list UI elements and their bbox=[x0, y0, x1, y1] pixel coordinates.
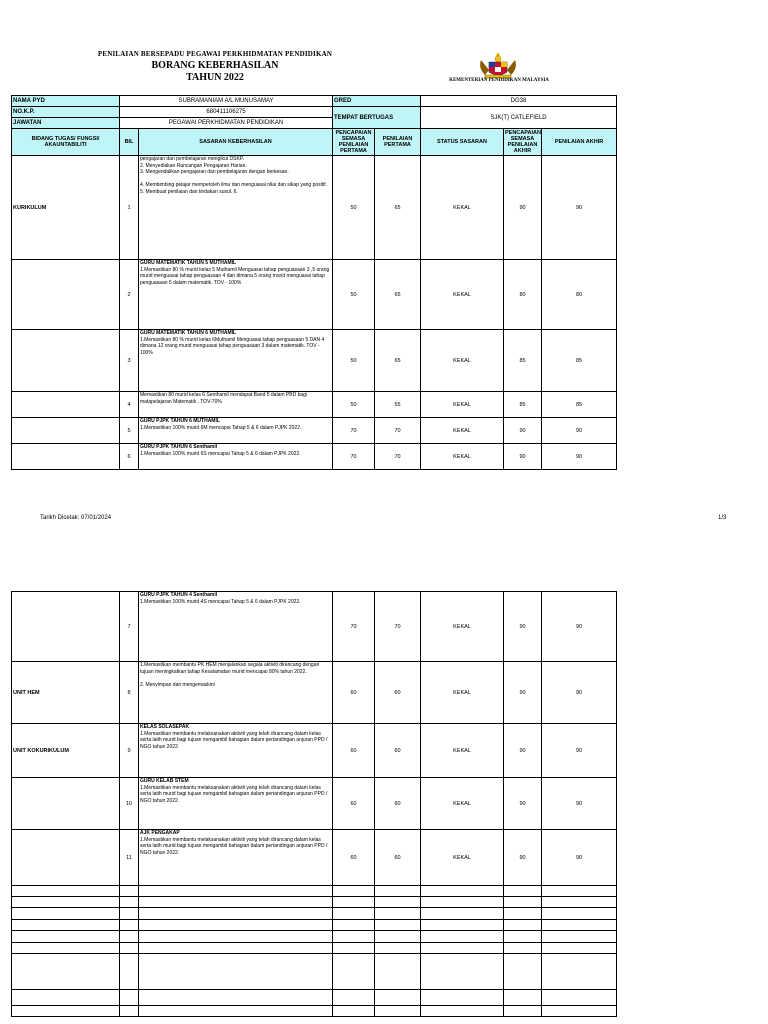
sasaran-cell bbox=[139, 444, 333, 470]
empty-cell bbox=[504, 897, 542, 908]
bidang-cell bbox=[12, 778, 120, 830]
sasaran-title: AJK PENGAKAP bbox=[140, 830, 180, 836]
table-header-row bbox=[12, 129, 617, 156]
empty-cell bbox=[333, 1006, 375, 1017]
penilaian-akhir-cell: 90 bbox=[542, 724, 617, 778]
empty-cell bbox=[421, 920, 504, 931]
sasaran-title: GURU MATEMATIK TAHUN 6 MUTHAMIL bbox=[140, 330, 237, 336]
empty-cell bbox=[542, 954, 617, 990]
sasaran-text: 1.Memastikan 100% murid 4S mencapai Tahap 5 & 6 dalam PJPK 2022. bbox=[140, 598, 301, 605]
bil-cell: 10 bbox=[120, 778, 139, 830]
empty-cell bbox=[139, 1006, 333, 1017]
status-cell: KEKAL bbox=[421, 592, 504, 662]
empty-cell bbox=[375, 1006, 421, 1017]
empty-cell bbox=[333, 990, 375, 1006]
empty-cell bbox=[120, 897, 139, 908]
page-number: 1/3 bbox=[718, 515, 727, 521]
pencapaian-akhir-cell: 85 bbox=[504, 330, 542, 392]
empty-cell bbox=[375, 931, 421, 943]
pencapaian-pertama-cell: 60 bbox=[333, 778, 375, 830]
value-gred: DG38 bbox=[421, 96, 617, 107]
table-row bbox=[12, 418, 617, 444]
penilaian-akhir-cell: 90 bbox=[542, 778, 617, 830]
col-penilaian-akhir: PENILAIAN AKHIR bbox=[542, 129, 617, 156]
empty-cell bbox=[542, 920, 617, 931]
empty-row bbox=[12, 954, 617, 990]
empty-cell bbox=[12, 886, 120, 897]
bil-cell: 3 bbox=[120, 330, 139, 392]
pencapaian-pertama-cell: 70 bbox=[333, 418, 375, 444]
pencapaian-akhir-cell: 90 bbox=[504, 418, 542, 444]
pencapaian-akhir-cell: 85 bbox=[504, 392, 542, 418]
sasaran-text: 2. Menyediakan Rancangan Pengajaran Harian. bbox=[140, 162, 247, 169]
sasaran-cell bbox=[139, 418, 333, 444]
bil-cell: 5 bbox=[120, 418, 139, 444]
penilaian-pertama-cell: 55 bbox=[375, 392, 421, 418]
sasaran-text: 1.Memastikan membantu melaksanakan aktiviti yang telah dirancang dalam kelas serta latih murid bagi tujuan mengambil bahagian dalam pertandingan anjuran PPD / NGO tahun 2022. bbox=[140, 730, 328, 750]
empty-cell bbox=[421, 943, 504, 954]
penilaian-akhir-cell: 90 bbox=[542, 662, 617, 724]
sasaran-cell bbox=[139, 392, 333, 418]
value-tempat: SJK(T) CATLEFIELD bbox=[421, 107, 617, 129]
empty-cell bbox=[504, 931, 542, 943]
bidang-cell bbox=[12, 418, 120, 444]
penilaian-akhir-cell: 80 bbox=[542, 260, 617, 330]
table-row bbox=[12, 662, 617, 724]
empty-row bbox=[12, 931, 617, 943]
pencapaian-akhir-cell: 90 bbox=[504, 778, 542, 830]
sasaran-text: 1.Memastikan membantu melaksanakan aktiviti yang telah dirancang dalam kelas serta latih murid bagi tujuan mengambil bahagian dalam pertandingan anjuran PPD / NGO tahun 2022. bbox=[140, 784, 328, 804]
empty-cell bbox=[504, 1006, 542, 1017]
empty-cell bbox=[333, 931, 375, 943]
evaluation-table-page1 bbox=[11, 95, 617, 470]
col-penilaian-pertama: PENILAIAN PERTAMA bbox=[375, 129, 421, 156]
empty-cell bbox=[504, 920, 542, 931]
empty-cell bbox=[421, 954, 504, 990]
empty-cell bbox=[333, 943, 375, 954]
evaluation-table-page2 bbox=[11, 591, 617, 1017]
table-row bbox=[12, 592, 617, 662]
empty-cell bbox=[12, 897, 120, 908]
empty-cell bbox=[504, 990, 542, 1006]
sasaran-text: 1.Memastikan 100% murid 6M mencapai Tahap 5 & 6 dalam PJPK 2022. bbox=[140, 424, 302, 431]
empty-row bbox=[12, 990, 617, 1006]
empty-cell bbox=[12, 1006, 120, 1017]
bidang-cell bbox=[12, 592, 120, 662]
empty-cell bbox=[504, 908, 542, 920]
table-row bbox=[12, 724, 617, 778]
empty-cell bbox=[333, 897, 375, 908]
sasaran-cell bbox=[139, 724, 333, 778]
status-cell: KEKAL bbox=[421, 418, 504, 444]
status-cell: KEKAL bbox=[421, 260, 504, 330]
sasaran-text bbox=[140, 675, 331, 682]
empty-cell bbox=[333, 908, 375, 920]
bidang-cell bbox=[12, 444, 120, 470]
sasaran-text: 1.Memastikan membantu melaksanakan aktiviti yang telah dirancang dalam kelas serta latih murid bagi tujuan mengambil bahagian dalam pertandingan anjuran PPD / NGO tahun 2022. bbox=[140, 836, 328, 856]
table-row bbox=[12, 260, 617, 330]
col-bidang: BIDANG TUGAS/ FUNGSI/ AKAUNTABILITI bbox=[12, 129, 120, 156]
empty-cell bbox=[375, 954, 421, 990]
empty-cell bbox=[421, 886, 504, 897]
empty-cell bbox=[333, 954, 375, 990]
empty-row bbox=[12, 897, 617, 908]
bil-cell: 6 bbox=[120, 444, 139, 470]
bil-cell: 1 bbox=[120, 156, 139, 260]
empty-cell bbox=[120, 886, 139, 897]
bil-cell: 11 bbox=[120, 830, 139, 886]
sasaran-text bbox=[140, 176, 331, 183]
pencapaian-pertama-cell: 70 bbox=[333, 592, 375, 662]
empty-cell bbox=[504, 954, 542, 990]
empty-cell bbox=[139, 954, 333, 990]
sasaran-cell bbox=[139, 778, 333, 830]
empty-cell bbox=[12, 908, 120, 920]
empty-cell bbox=[12, 931, 120, 943]
empty-cell bbox=[375, 908, 421, 920]
status-cell: KEKAL bbox=[421, 724, 504, 778]
pencapaian-pertama-cell: 60 bbox=[333, 830, 375, 886]
penilaian-pertama-cell: 60 bbox=[375, 830, 421, 886]
pencapaian-akhir-cell: 80 bbox=[504, 260, 542, 330]
sasaran-text: 2. Menyimpan dan mengemaskini bbox=[140, 681, 215, 688]
penilaian-pertama-cell: 65 bbox=[375, 156, 421, 260]
empty-cell bbox=[139, 920, 333, 931]
empty-cell bbox=[139, 943, 333, 954]
sasaran-cell bbox=[139, 156, 333, 260]
empty-cell bbox=[542, 990, 617, 1006]
status-cell: KEKAL bbox=[421, 444, 504, 470]
form-title: BORANG KEBERHASILAN bbox=[151, 60, 279, 71]
empty-cell bbox=[542, 931, 617, 943]
bil-cell: 8 bbox=[120, 662, 139, 724]
pencapaian-akhir-cell: 90 bbox=[504, 830, 542, 886]
ministry-crest-icon bbox=[475, 50, 521, 80]
label-jawatan: JAWATAN bbox=[12, 118, 120, 129]
bil-cell: 4 bbox=[120, 392, 139, 418]
form-year: TAHUN 2022 bbox=[186, 72, 244, 83]
empty-cell bbox=[421, 931, 504, 943]
bidang-cell bbox=[12, 392, 120, 418]
status-cell: KEKAL bbox=[421, 662, 504, 724]
empty-cell bbox=[139, 931, 333, 943]
penilaian-pertama-cell: 60 bbox=[375, 724, 421, 778]
penilaian-akhir-cell: 85 bbox=[542, 392, 617, 418]
empty-cell bbox=[120, 908, 139, 920]
empty-row bbox=[12, 886, 617, 897]
empty-row bbox=[12, 943, 617, 954]
col-sasaran: SASARAN KEBERHASILAN bbox=[139, 129, 333, 156]
table-row bbox=[12, 330, 617, 392]
label-gred: GRED bbox=[333, 96, 421, 107]
col-pencapaian-pertama: PENCAPAIAN SEMASA PENILAIAN PERTAMA bbox=[333, 129, 375, 156]
empty-cell bbox=[542, 897, 617, 908]
table-row bbox=[12, 778, 617, 830]
bidang-cell bbox=[12, 830, 120, 886]
empty-cell bbox=[139, 886, 333, 897]
empty-cell bbox=[375, 920, 421, 931]
empty-cell bbox=[139, 897, 333, 908]
penilaian-pertama-cell: 70 bbox=[375, 592, 421, 662]
status-cell: KEKAL bbox=[421, 778, 504, 830]
pencapaian-akhir-cell: 90 bbox=[504, 662, 542, 724]
sasaran-title: GURU PJPK TAHUN 6 MUTHAMIL bbox=[140, 418, 220, 424]
sasaran-text: 5. Membuat penilaian dan tindakan susul. 6. bbox=[140, 188, 238, 195]
empty-row bbox=[12, 908, 617, 920]
status-cell: KEKAL bbox=[421, 330, 504, 392]
sasaran-title: GURU PJPK TAHUN 4 Senthamil bbox=[140, 592, 218, 598]
empty-cell bbox=[12, 954, 120, 990]
empty-cell bbox=[120, 943, 139, 954]
penilaian-pertama-cell: 70 bbox=[375, 444, 421, 470]
value-nama: SUBRAMANIAM A/L MUNUSAMAY bbox=[120, 96, 333, 107]
sasaran-cell bbox=[139, 830, 333, 886]
empty-cell bbox=[120, 954, 139, 990]
sasaran-title: KELAS SOLASEPAK bbox=[140, 724, 190, 730]
bidang-cell: KURIKULUM bbox=[12, 156, 120, 260]
label-tempat: TEMPAT BERTUGAS bbox=[333, 107, 421, 129]
value-jawatan: PEGAWAI PERKHIDMATAN PENDIDIKAN bbox=[120, 118, 333, 129]
empty-cell bbox=[542, 1006, 617, 1017]
sasaran-text: 1.Memastikan 80 % murid kelas 6Muthamil Menguasai tahap penguasaan 5 DAN 4 dimana 12 orang murid menguasai tahap penguasaan 3 dalam matematik. TOV - 100% bbox=[140, 336, 325, 356]
sasaran-text: Memastikan 80 murid kelas 6 Senthamil mendapat Band 5 dalam PBD bagi matapelajaran Matematik . TOV-70% bbox=[140, 392, 308, 405]
empty-cell bbox=[375, 943, 421, 954]
sasaran-cell bbox=[139, 330, 333, 392]
col-bil: BIL bbox=[120, 129, 139, 156]
ministry-name: KEMENTERIAN PENDIDIKAN MALAYSIA bbox=[449, 78, 549, 83]
empty-cell bbox=[120, 920, 139, 931]
sasaran-text: 1.Memastikan 100% murid 6S mencapai Tahap 5 & 6 dalam PJPK 2022. bbox=[140, 450, 301, 457]
label-nokp: NO.K.P. bbox=[12, 107, 120, 118]
pencapaian-pertama-cell: 50 bbox=[333, 330, 375, 392]
status-cell: KEKAL bbox=[421, 830, 504, 886]
sasaran-cell bbox=[139, 260, 333, 330]
bidang-cell bbox=[12, 330, 120, 392]
bidang-cell: UNIT HEM bbox=[12, 662, 120, 724]
value-nokp: 680411106275 bbox=[120, 107, 333, 118]
table-row bbox=[12, 444, 617, 470]
penilaian-akhir-cell: 85 bbox=[542, 330, 617, 392]
empty-cell bbox=[542, 943, 617, 954]
empty-cell bbox=[333, 920, 375, 931]
print-date: Tarikh Dicetak: 07/01/2024 bbox=[40, 515, 112, 521]
pencapaian-pertama-cell: 70 bbox=[333, 444, 375, 470]
sasaran-cell bbox=[139, 662, 333, 724]
empty-cell bbox=[504, 943, 542, 954]
sasaran-cell bbox=[139, 592, 333, 662]
form-header-line1: PENILAIAN BERSEPADU PEGAWAI PERKHIDMATAN PENDIDIKAN bbox=[97, 50, 333, 58]
sasaran-title: GURU KELAB STEM bbox=[140, 778, 189, 784]
empty-cell bbox=[504, 886, 542, 897]
col-pencapaian-akhir: PENCAPAIAN SEMASA PENILAIAN AKHIR bbox=[505, 130, 541, 154]
empty-cell bbox=[375, 897, 421, 908]
status-cell: KEKAL bbox=[421, 156, 504, 260]
empty-cell bbox=[542, 886, 617, 897]
penilaian-pertama-cell: 65 bbox=[375, 330, 421, 392]
penilaian-akhir-cell: 90 bbox=[542, 830, 617, 886]
penilaian-pertama-cell: 70 bbox=[375, 418, 421, 444]
penilaian-akhir-cell: 90 bbox=[542, 592, 617, 662]
empty-row bbox=[12, 920, 617, 931]
table-row bbox=[12, 156, 617, 260]
pencapaian-akhir-cell: 90 bbox=[504, 592, 542, 662]
penilaian-akhir-cell: 90 bbox=[542, 444, 617, 470]
empty-row bbox=[12, 1006, 617, 1017]
penilaian-pertama-cell: 65 bbox=[375, 260, 421, 330]
table-row bbox=[12, 830, 617, 886]
bil-cell: 2 bbox=[120, 260, 139, 330]
pencapaian-pertama-cell: 60 bbox=[333, 662, 375, 724]
empty-cell bbox=[375, 990, 421, 1006]
empty-cell bbox=[542, 908, 617, 920]
sasaran-text: pengajaran dan pembelajaran mengikut DSKP. bbox=[140, 156, 244, 162]
empty-cell bbox=[421, 990, 504, 1006]
empty-cell bbox=[12, 990, 120, 1006]
empty-cell bbox=[120, 1006, 139, 1017]
penilaian-pertama-cell: 60 bbox=[375, 778, 421, 830]
pencapaian-akhir-cell: 90 bbox=[504, 444, 542, 470]
col-status: STATUS SASARAN bbox=[421, 129, 504, 156]
empty-cell bbox=[120, 931, 139, 943]
pencapaian-akhir-cell: 90 bbox=[504, 156, 542, 260]
sasaran-title: GURU MATEMATIK TAHUN 5 MUTHAMIL bbox=[140, 260, 237, 266]
pencapaian-pertama-cell: 50 bbox=[333, 156, 375, 260]
empty-cell bbox=[421, 1006, 504, 1017]
empty-cell bbox=[120, 990, 139, 1006]
empty-cell bbox=[333, 886, 375, 897]
empty-cell bbox=[12, 920, 120, 931]
pencapaian-akhir-cell: 90 bbox=[504, 724, 542, 778]
empty-cell bbox=[375, 886, 421, 897]
bidang-cell: UNIT KOKURIKULUM bbox=[12, 724, 120, 778]
bidang-cell bbox=[12, 260, 120, 330]
empty-cell bbox=[139, 990, 333, 1006]
sasaran-text: 1.Memastikan 80 % murid kelas 5 Muthamil Menguasai tahap penguasaan 3 ,5 orang murid menguasai tahap penguasaan 4 dan dimana 5 orang murid menguasai tahap penguasaan 5 dalam matematik. TOV - 100% bbox=[140, 266, 330, 286]
bil-cell: 9 bbox=[120, 724, 139, 778]
penilaian-akhir-cell: 90 bbox=[542, 156, 617, 260]
pencapaian-pertama-cell: 50 bbox=[333, 392, 375, 418]
penilaian-akhir-cell: 90 bbox=[542, 418, 617, 444]
table-row bbox=[12, 392, 617, 418]
sasaran-text: 4. Membimbing pelajar memperoleh ilmu dan menguasai nilai dan sikap yang positif. bbox=[140, 182, 328, 189]
empty-cell bbox=[139, 908, 333, 920]
pencapaian-pertama-cell: 50 bbox=[333, 260, 375, 330]
sasaran-text: 3. Mengendalikan pengajaran dan pembelajaran dengan berkesan. bbox=[140, 169, 289, 176]
sasaran-text: 1.Memastikan membantu PK HEM menjalankan segala aktiviti dirancang dengan tujuan meningkatkan tahap Kesalamatan murid mencapai 80% tahun 2022. bbox=[140, 662, 320, 675]
bil-cell: 7 bbox=[120, 592, 139, 662]
empty-cell bbox=[12, 943, 120, 954]
pencapaian-pertama-cell: 60 bbox=[333, 724, 375, 778]
label-nama: NAMA PYD bbox=[12, 96, 120, 107]
penilaian-pertama-cell: 60 bbox=[375, 662, 421, 724]
empty-cell bbox=[421, 908, 504, 920]
empty-cell bbox=[421, 897, 504, 908]
sasaran-title: GURU PJPK TAHUN 6 Senthamil bbox=[140, 444, 218, 450]
status-cell: KEKAL bbox=[421, 392, 504, 418]
